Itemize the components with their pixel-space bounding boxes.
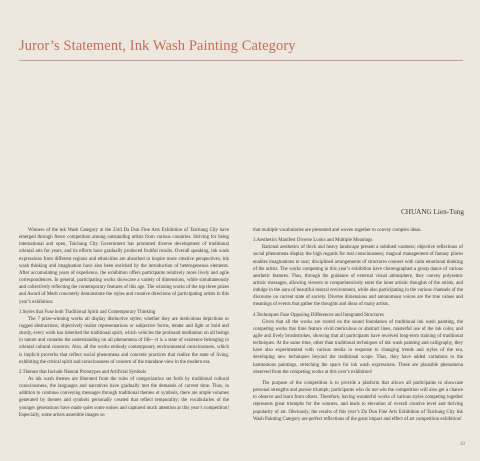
left-text-column (19, 227, 229, 419)
body-paragraph: Rational aesthetics of thick and heavy landscape present a subdued vastness; objective reflections of social phenomena display the high regards for real consciousness; magical management of fantasy places enables imaginations to soar; disciplined arrangements of structures connect with calm emotional thinking of the artists. The works competing in this year’s exhibition have choreographed a group dance of various aesthetic features. Thus, through the guidance of external visual atmosphere, they convey polysemic artistic messages, allowing viewers to comprehensively enter the inner artistic thoughts of the artists, and indulge in the aura of beautiful neutral environment, while also participating in the various channels of the discourse on current state of society. Diverse dimensions and autonomous voices are the true values and meanings of events that gather the thoughts and ideas of many artists. (253, 245, 463, 308)
body-paragraph: The purpose of the competition is to provide a platform that allows all participants to showcase personal strengths and pursue triumph; participants who do not win the competition will also get a chance to observe and learn from others. Therefore, having wonderful works of various styles competing together represents great triumphs for the winners, and leads to elevation of overall creative level and thriving popularity of art. Obviously, the results of this year’s Da Dun Fine Arts Exhibition of Taichung City Ink Wash Painting Category are perfect reflections of the great impact and effect of art competition exhibition! (253, 380, 463, 422)
section-heading: 2.Themes that Include Natural Prototypes and Artificial Symbols (19, 369, 147, 375)
page-title: Juror’s Statement, Ink Wash Painting Category (19, 38, 296, 54)
page-number: 43 (460, 442, 465, 447)
section-heading: 4.Techniques Fuse Opposing Differences and Integrated Structures (253, 312, 384, 318)
title-rule (19, 60, 463, 61)
body-paragraph: Winners of the ink Wash Category at the 23rd Da Dun Fine Arts Exhibition of Taichung City have emerged through fierce competition among outstanding artists from various countries. Striving for being international and open, Taichung City Government has promoted diverse development of traditional oriental arts for years, and its efforts have gradually produced fruitful results. Overall speaking, ink wash expressions from different regions and ethnicities are absorbed to inspire more creative perspectives; ink wash thinking and imagination have also been enriched by the introduction of heterogeneous elements. After accumulating years of experience, the exhibition offers participants relatively more lively and agile correspondences. In general, participating works showcase a variety of dimensions, while simultaneously and collectively reflecting the contemporary features of this age. The winning works of the top three prizes and Award of Merit concretely demonstrate the styles and creative directions of participating artists in this year’s exhibition: (19, 228, 229, 305)
section-heading: 1.Styles that Fuse both Traditional Spirit and Contemporary Thinking (19, 309, 156, 315)
body-paragraph: Given that all the works are rooted on the sound foundation of traditional ink wash painting, the competing works this time feature vivid meticulous or abstract lines, masterful use of the ink color, and agile and lively brushstrokes, showing that all participants have received long-term training of traditional techniques. At the same time, other than traditional techniques of ink wash painting and calligraphy, they have also experimented with various media in response to changing trends and styles of the era, developing new techniques beyond the traditional scope. Thus, they have added variations to the harmonious paintings, stretching the space for ink wash expressions. These are plausible phenomena observed from the competing works at this year’s exhibition! (253, 319, 463, 375)
body-paragraph: As ink wash themes are liberated from the rules of categorization set forth by traditional cultural consciousness, the languages and narratives have gradually met the demands of current time. Thus, in addition to continue conveying messages through traditional themes or symbols, there are ample volumes generated by themes and symbols personally created that reflect temporality; the vocabularies of the younger generations have made quiet some noises and captured much attention at this year’s competition! Especially, some artists assemble images so (19, 376, 229, 418)
body-paragraph: The 7 prize-winning works all display distinctive styles; whether they are meticulous depictions or rugged abstractions, objectively realist representations or subjective forms, tender and light or bold and sturdy, every work has inherited the traditional spirit, which vehicles the profound meditation on all beings in nature and contains the understanding on all phenomena of life—it is a state of existence belonging to oriental cultural concerns. Also, all the works embody contemporary environmental consciousness, which is implicit proverbs that reflect social phenomena and concrete practices that realize the state of living, exhibiting the critical spirit and consciousness of concern of the mundane view in the modern era. (19, 316, 229, 365)
right-text-column (253, 227, 463, 423)
author-name: CHUANG Lien-Tung (400, 208, 464, 216)
section-heading: 3.Aesthetics Manifest Diverse Looks and Multiple Meanings (253, 238, 373, 244)
body-paragraph: that multiple vocabularies are presented and woven together to convey complex ideas. (253, 228, 422, 233)
